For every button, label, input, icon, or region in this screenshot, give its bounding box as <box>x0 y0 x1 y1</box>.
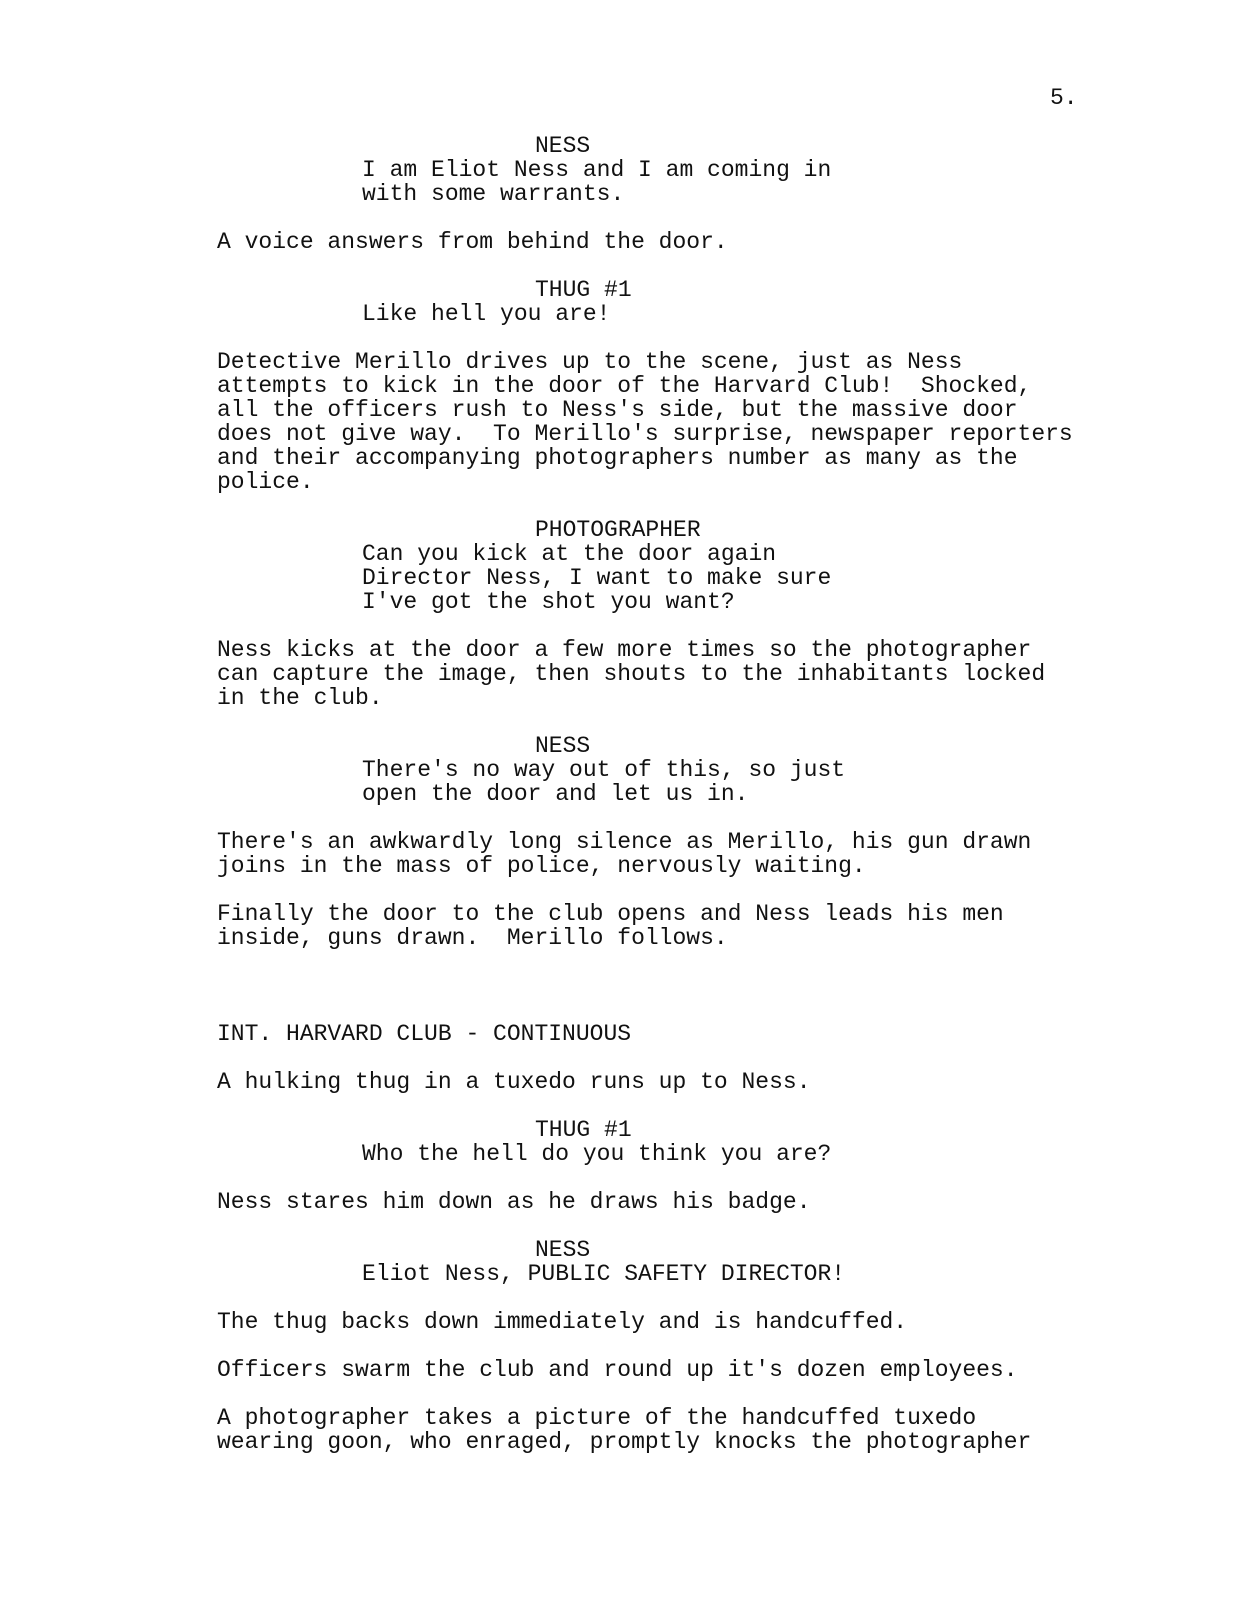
dialogue-block <box>217 278 1117 326</box>
action-paragraph: Ness kicks at the door a few more times so the photographer can capture the image, then shouts to the inhabitants locked in the club. <box>217 637 1046 711</box>
action-paragraph: A voice answers from behind the door. <box>217 229 728 255</box>
dialogue-text: Like hell you are! <box>362 301 611 327</box>
dialogue-block <box>217 134 1117 206</box>
dialogue-block <box>217 518 1117 614</box>
character-name: THUG #1 <box>535 277 632 303</box>
dialogue-block <box>217 1118 1117 1166</box>
action-paragraph: Ness stares him down as he draws his badge. <box>217 1189 811 1215</box>
character-name: PHOTOGRAPHER <box>535 517 701 543</box>
character-name: NESS <box>535 133 591 159</box>
action-paragraph: There's an awkwardly long silence as Merillo, his gun drawn joins in the mass of police, nervously waiting. <box>217 829 1032 879</box>
character-name: NESS <box>535 733 591 759</box>
dialogue-text: Eliot Ness, PUBLIC SAFETY DIRECTOR! <box>362 1261 846 1287</box>
screenplay-body <box>217 134 1117 1478</box>
action-paragraph: A photographer takes a picture of the handcuffed tuxedo wearing goon, who enraged, promptly knocks the photographer <box>217 1405 1032 1455</box>
action-paragraph: Detective Merillo drives up to the scene, just as Ness attempts to kick in the door of the Harvard Club! Shocked, all the officers rush to Ness's side, but the massive door does not give way. To Merillo's surprise, newspaper reporters and their accompanying photographers number as many as the police. <box>217 349 1073 495</box>
dialogue-text: Who the hell do you think you are? <box>362 1141 832 1167</box>
scene-heading: INT. HARVARD CLUB - CONTINUOUS <box>217 1021 632 1047</box>
character-name: NESS <box>535 1237 591 1263</box>
page-number: 5. <box>1050 85 1078 111</box>
dialogue-block <box>217 1238 1117 1286</box>
action-paragraph: A hulking thug in a tuxedo runs up to Ness. <box>217 1069 811 1095</box>
dialogue-text: Can you kick at the door again Director Ness, I want to make sure I've got the shot you want? <box>362 541 832 615</box>
action-paragraph: Finally the door to the club opens and Ness leads his men inside, guns drawn. Merillo follows. <box>217 901 1004 951</box>
dialogue-block <box>217 734 1117 806</box>
dialogue-text: There's no way out of this, so just open the door and let us in. <box>362 757 846 807</box>
action-paragraph: Officers swarm the club and round up it's dozen employees. <box>217 1357 1018 1383</box>
dialogue-text: I am Eliot Ness and I am coming in with some warrants. <box>362 157 832 207</box>
action-paragraph: The thug backs down immediately and is handcuffed. <box>217 1309 908 1335</box>
character-name: THUG #1 <box>535 1117 632 1143</box>
